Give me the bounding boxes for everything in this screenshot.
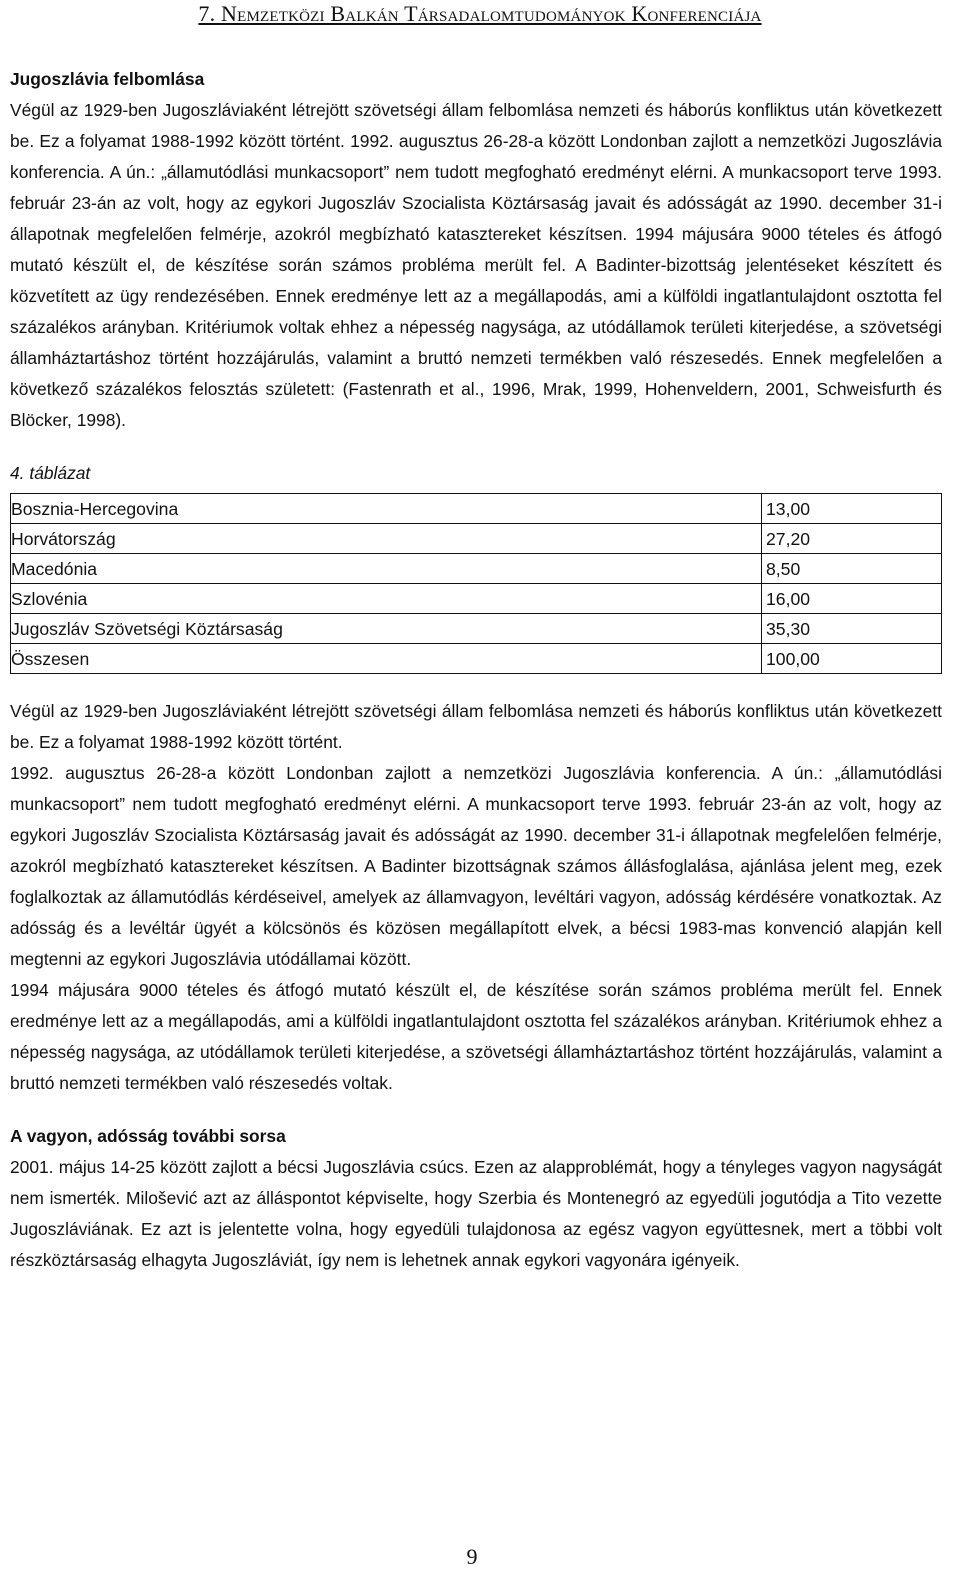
row-name: Jugoszláv Szövetségi Köztársaság: [11, 614, 762, 644]
paragraph-intro: Végül az 1929-ben Jugoszláviaként létrejött szövetségi állam felbomlása nemzeti és háborús konfliktus után következett be. Ez a folyamat 1988-1992 között történt. 1992. augusztus 26-28-a között Londonban zajlott a nemzetközi Jugoszlávia konferencia. A ún.: „államutódlási munkacsoport” nem tudott megfogható eredményt elérni. A munkacsoport terve 1993. február 23-án az volt, hogy az egykori Jugoszláv Szocialista Köztársaság javait és adósságát az 1990. december 31-i állapotnak megfelelően felmérje, azokról megbízható katasztereket készítsen. 1994 májusára 9000 tételes és átfogó mutató készült el, de készítése során számos probléma merült fel. A Badinter-bizottság jelentéseket készített és közvetített az ügy rendezésében. Ennek eredménye lett az a megállapodás, ami a külföldi ingatlantulajdont osztotta fel százalékos arányban. Kritériumok voltak ehhez a népesség nagysága, az utódállamok területi kiterjedése, a szövetségi államháztartáshoz történt hozzájárulás, valamint a bruttó nemzeti termékben való részesedés. Ennek megfelelően a következő százalékos felosztás született: (Fastenrath et al., 1996, Mrak, 1999, Hohenveldern, 2001, Schweisfurth és Blöcker, 1998).: [10, 100, 942, 430]
row-value: 16,00: [762, 584, 942, 614]
page-number: 9: [466, 1544, 478, 1569]
section-heading-felbomlas: Jugoszlávia felbomlása: [10, 69, 205, 89]
row-value: 27,20: [762, 524, 942, 554]
row-name: Macedónia: [11, 554, 762, 584]
table-caption-number: 4.: [10, 463, 25, 483]
row-value: 100,00: [762, 644, 942, 674]
row-name: Szlovénia: [11, 584, 762, 614]
table-row: [11, 554, 942, 584]
table-row: [11, 524, 942, 554]
page-content: [10, 64, 942, 1276]
row-name: Összesen: [11, 644, 762, 674]
table-row: [11, 584, 942, 614]
table-row: [11, 494, 942, 524]
row-value: 35,30: [762, 614, 942, 644]
table-caption: [10, 458, 942, 489]
paragraph-repeat-3: 1994 májusára 9000 tételes és átfogó mutató készült el, de készítése során számos probléma merült fel. Ennek eredménye lett az a megállapodás, ami a külföldi ingatlantulajdont osztotta fel százalékos arányban. Kritériumok ehhez a népesség nagysága, az utódállamok területi kiterjedése, a szövetségi államháztartáshoz történt hozzájárulás, valamint a bruttó nemzeti termékben való részesedés voltak.: [10, 980, 942, 1093]
paragraph-vagyon: 2001. május 14-25 között zajlott a bécsi Jugoszlávia csúcs. Ezen az alapproblémát, hogy a tényleges vagyon nagyságát nem ismerték. Milošević azt az álláspontot képviselte, hogy Szerbia és Montenegró az egyedüli jogutódja a Tito vezette Jugoszláviának. Ez azt is jelentette volna, hogy egyedüli tulajdonosa az egész vagyon együttesnek, mert a többi volt részköztársaság elhagyta Jugoszláviát, így nem is lehetnek annak egykori vagyonára igényeik.: [10, 1157, 942, 1270]
row-name: Bosznia-Hercegovina: [11, 494, 762, 524]
row-name: Horvátország: [11, 524, 762, 554]
running-header: 7. Nemzetközi Balkán Társadalomtudományok Konferenciája: [198, 1, 762, 26]
section-heading-vagyon: A vagyon, adósság további sorsa: [10, 1126, 286, 1146]
paragraph-repeat-2: 1992. augusztus 26-28-a között Londonban zajlott a nemzetközi Jugoszlávia konferencia. A ún.: „államutódlási munkacsoport” nem tudott megfogható eredményt elérni. A munkacsoport terve 1993. február 23-án az volt, hogy az egykori Jugoszláv Szocialista Köztársaság javait és adósságát az 1990. december 31-i állapotnak megfelelően felmérje, azokról megbízható katasztereket készítsen. A Badinter bizottságnak számos állásfoglalása, ajánlása jelent meg, ezek foglalkoztak az államutódlás kérdéseivel, amelyek az államvagyon, levéltári vagyon, adósság kérdésére vonatkoztak. Az adósság és a levéltár ügyét a kölcsönös és közösen megállapított elvek, a bécsi 1983-mas konvenció alapján kell megtenni az egykori Jugoszlávia utódállamai között.: [10, 763, 942, 969]
table-row: [11, 614, 942, 644]
row-value: 8,50: [762, 554, 942, 584]
paragraph-repeat-1: Végül az 1929-ben Jugoszláviaként létrejött szövetségi állam felbomlása nemzeti és háborús konfliktus után következett be. Ez a folyamat 1988-1992 között történt.: [10, 701, 942, 752]
distribution-table: [10, 493, 942, 674]
table-caption-word: táblázat: [29, 463, 91, 483]
row-value: 13,00: [762, 494, 942, 524]
table-row-total: [11, 644, 942, 674]
